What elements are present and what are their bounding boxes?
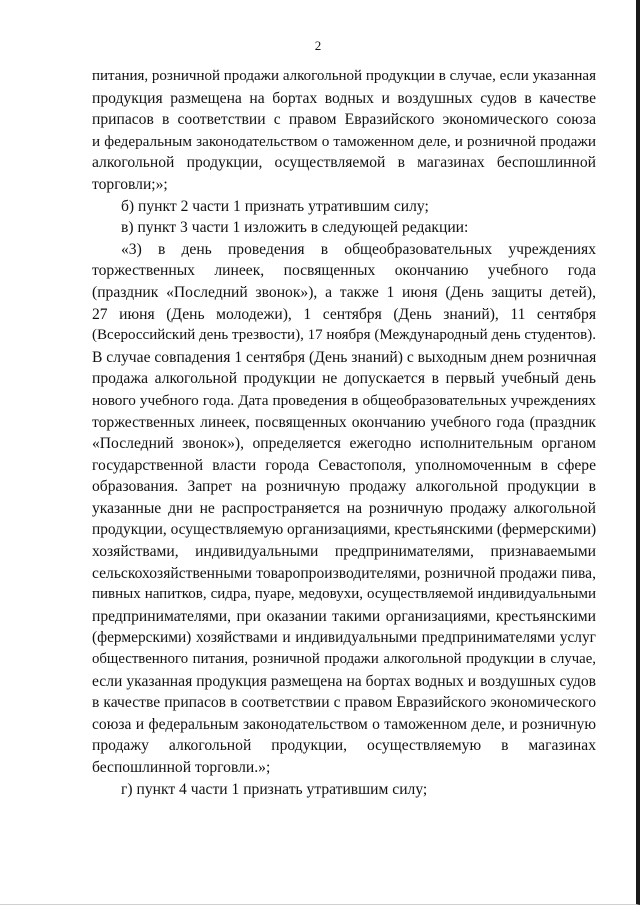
document-body [92, 66, 596, 800]
text-line: общественного питания, розничной продажи алкогольной продукции в случае, [92, 651, 596, 668]
text-line: союза и федеральным законодательством о таможенном деле, и розничную [92, 715, 596, 733]
text-line: 27 июня (День молодежи), 1 сентября (День знаний), 11 сентября [92, 305, 596, 323]
text-line: алкогольной продукции, осуществляемой в магазинах беспошлинной [92, 154, 596, 172]
text-line: в качестве припасов в соответствии с правом Евразийского экономического [92, 694, 596, 712]
text-line: продажу алкогольной продукции, осуществляемую в магазинах [92, 737, 596, 755]
text-line: «Последний звонок»), определяется ежегодно исполнительным органом [92, 435, 596, 453]
text-line: хозяйствами, индивидуальными предпринимателями, признаваемыми [92, 543, 596, 561]
text-line: продукции, осуществляемую организациями, крестьянскими (фермерскими) [92, 521, 597, 539]
text-line: беспошлинной торговли.»; [92, 759, 271, 776]
text-line: пивных напитков, сидра, пуаре, медовухи, осуществляемой индивидуальными [92, 586, 596, 603]
text-line: и федеральным законодательством о таможенном деле, и розничной продажи [92, 132, 596, 150]
text-line: торговли;»; [92, 175, 168, 193]
text-line: торжественных линеек, посвященных окончанию учебного года [92, 262, 596, 280]
text-line: б) пункт 2 части 1 признать утратившим силу; [121, 197, 429, 215]
text-line: государственной власти города Севастополя, уполномоченным в сфере [92, 456, 596, 474]
text-line: припасов в соответствии с правом Евразийского экономического союза [92, 111, 596, 129]
text-line: сельскохозяйственными товаропроизводителями, розничной продажи пива, [92, 564, 596, 582]
text-line: «3) в день проведения в общеобразовательных учреждениях [121, 240, 596, 258]
text-line: В случае совпадения 1 сентября (День знаний) с выходным днем розничная [92, 348, 597, 366]
text-line: продукция размещена на бортах водных и воздушных судов в качестве [92, 89, 596, 107]
text-line: нового учебного года. Дата проведения в общеобразовательных учреждениях [92, 391, 596, 409]
text-line: указанные дни не распространяется на розничную продажу алкогольной [92, 499, 596, 517]
text-line: г) пункт 4 части 1 признать утратившим силу; [121, 780, 428, 798]
text-line: (праздник «Последний звонок»), а также 1 июня (День защиты детей), [92, 283, 596, 301]
text-line: если указанная продукция размещена на бортах водных и воздушных судов [92, 672, 596, 690]
text-line: образования. Запрет на розничную продажу алкогольной продукции в [92, 478, 596, 496]
page-number: 2 [314, 38, 322, 53]
text-line: (Всероссийский день трезвости), 17 ноября (Международный день студентов). [92, 327, 596, 344]
text-line: питания, розничной продажи алкогольной продукции в случае, если указанная [92, 68, 596, 84]
text-line: продажа алкогольной продукции не допускается в первый учебный день [92, 370, 596, 388]
text-line: (фермерскими) хозяйствами и индивидуальными предпринимателями услуг [92, 629, 596, 647]
text-line: предпринимателями, при оказании такими организациями, крестьянскими [92, 607, 596, 625]
text-line: в) пункт 3 части 1 изложить в следующей редакции: [121, 219, 469, 237]
text-line: торжественных линеек, посвященных окончанию учебного года (праздник [92, 413, 596, 431]
